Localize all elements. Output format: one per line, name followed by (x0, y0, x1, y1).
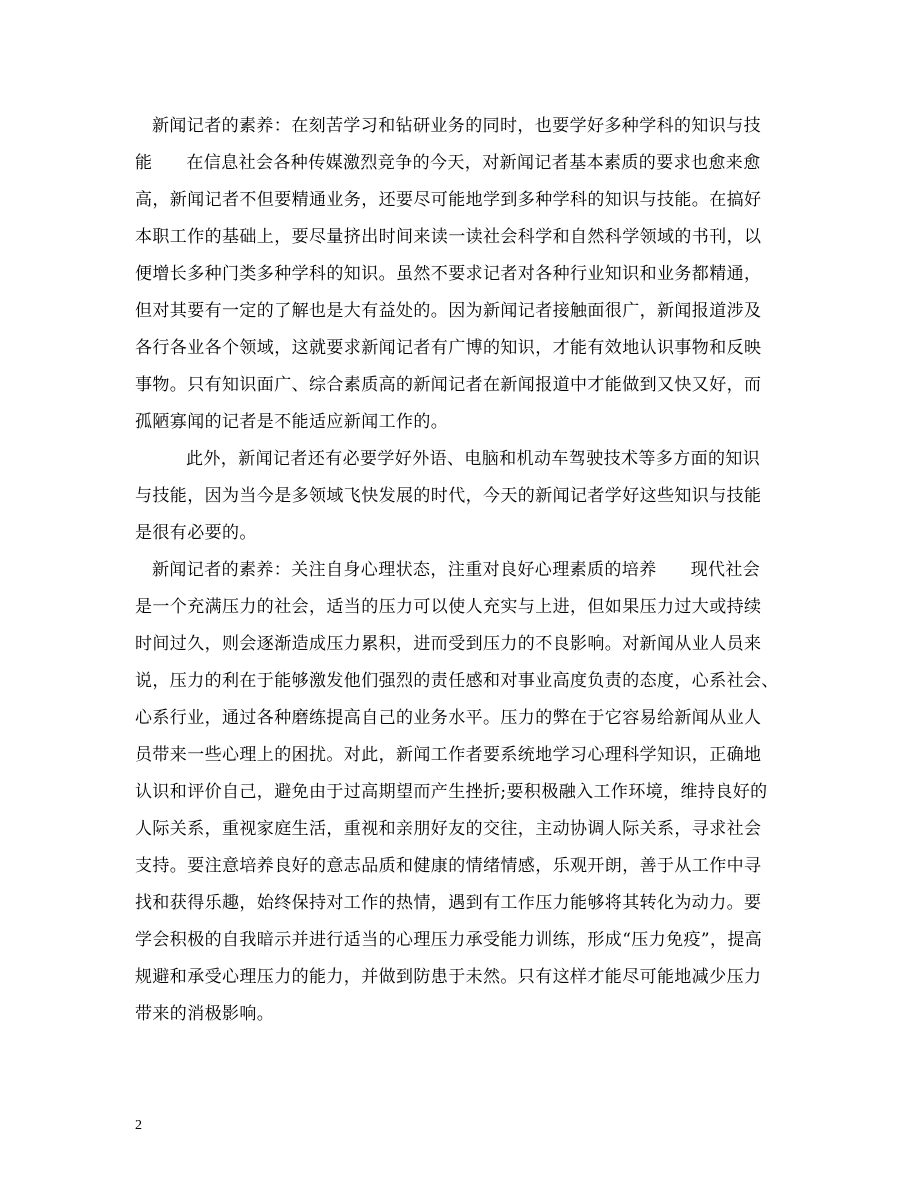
text-line: 支持。要注意培养良好的意志品质和健康的情绪情感，乐观开朗，善于从工作中寻 (135, 856, 762, 876)
text-line: 新闻记者的素养：关注自身心理状态，注重对良好心理素质的培养 现代社会 (152, 560, 761, 580)
text-line: 便增长多种门类多种学科的知识。虽然不要求记者对各种行业知识和业务都精通， (135, 264, 762, 284)
text-line: 带来的消极影响。 (135, 1004, 275, 1024)
text-line: 但对其要有一定的了解也是大有益处的。因为新闻记者接触面很广，新闻报道涉及 (135, 301, 762, 321)
page-number: 2 (135, 1118, 142, 1133)
text-line: 事物。只有知识面广、综合素质高的新闻记者在新闻报道中才能做到又快又好，而 (135, 375, 762, 395)
text-line: 能 在信息社会各种传媒激烈竞争的今天，对新闻记者基本素质的要求也愈来愈 (135, 153, 761, 173)
text-line: 高，新闻记者不但要精通业务，还要尽可能地学到多种学科的知识与技能。在搞好 (135, 190, 762, 210)
text-line: 本职工作的基础上，要尽量挤出时间来读一读社会科学和自然科学领域的书刊，以 (135, 227, 762, 247)
text-line: 此外，新闻记者还有必要学好外语、电脑和机动车驾驶技术等多方面的知识 (186, 449, 761, 469)
text-line: 是一个充满压力的社会，适当的压力可以使人充实与上进，但如果压力过大或持续 (135, 597, 762, 617)
text-line: 时间过久，则会逐渐造成压力累积，进而受到压力的不良影响。对新闻从业人员来 (135, 634, 762, 654)
text-line: 与技能，因为当今是多领域飞快发展的时代，今天的新闻记者学好这些知识与技能 (135, 486, 762, 506)
paragraph-2 (135, 441, 787, 552)
text-line: 心系行业，通过各种磨练提高自己的业务水平。压力的弊在于它容易给新闻从业人 (135, 708, 762, 728)
text-line: 各行各业各个领域，这就要求新闻记者有广博的知识，才能有效地认识事物和反映 (135, 338, 762, 358)
text-line: 员带来一些心理上的困扰。对此，新闻工作者要系统地学习心理科学知识，正确地 (135, 745, 762, 765)
paragraph-3 (135, 552, 787, 1033)
document-body (135, 108, 787, 1033)
text-line: 是很有必要的。 (135, 523, 257, 543)
paragraph-1 (135, 108, 787, 441)
text-line: 学会积极的自我暗示并进行适当的心理压力承受能力训练，形成“压力免疫”，提高 (135, 930, 763, 950)
text-line: 人际关系，重视家庭生活，重视和亲朋好友的交往，主动协调人际关系，寻求社会 (135, 819, 762, 839)
text-line: 认识和评价自己，避免由于过高期望而产生挫折;要积极融入工作环境，维持良好的 (135, 782, 768, 802)
text-line: 孤陋寡闻的记者是不能适应新闻工作的。 (135, 412, 449, 432)
text-line: 说，压力的利在于能够激发他们强烈的责任感和对事业高度负责的态度，心系社会、 (135, 671, 779, 691)
text-line: 找和获得乐趣，始终保持对工作的热情，遇到有工作压力能够将其转化为动力。要 (135, 893, 762, 913)
text-line: 新闻记者的素养：在刻苦学习和钻研业务的同时，也要学好多种学科的知识与技 (152, 116, 761, 136)
text-line: 规避和承受心理压力的能力，并做到防患于未然。只有这样才能尽可能地减少压力 (135, 967, 762, 987)
